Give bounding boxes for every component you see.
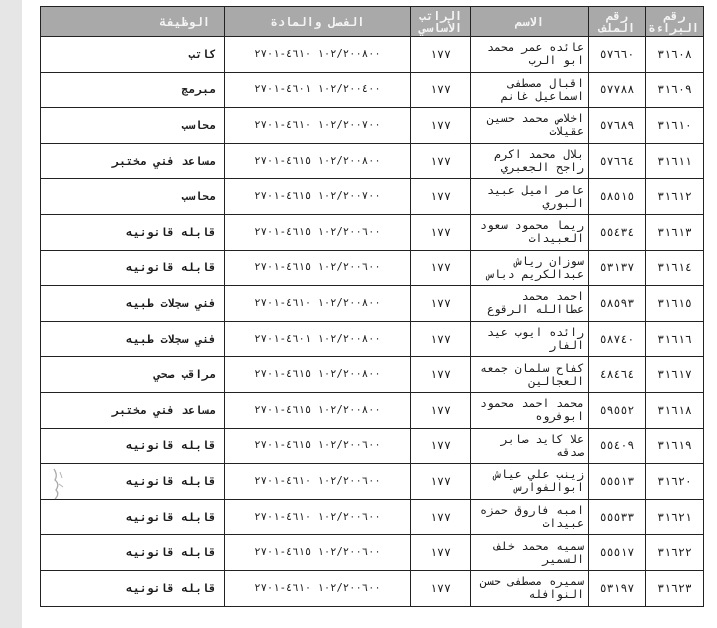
cell-grade: ١٧٧ xyxy=(411,392,471,428)
table-row xyxy=(41,143,704,179)
cell-file-no: ٥٨٥٩٣ xyxy=(589,286,646,322)
cell-stage-no: ٣١٦١٦ xyxy=(646,321,704,357)
table-row xyxy=(41,357,704,393)
cell-grade: ١٧٧ xyxy=(411,464,471,500)
cell-section: ١٠٢/٢٠٠٨٠٠ ٤٦١٠-٢٧٠١ xyxy=(225,37,411,73)
cell-job: قابله قانونيه xyxy=(41,570,225,606)
header-file-no: رقم الملف xyxy=(589,7,646,37)
cell-file-no: ٥٩٥٥٢ xyxy=(589,392,646,428)
cell-file-no: ٥٥٥١٣ xyxy=(589,464,646,500)
cell-stage-no: ٣١٦١٨ xyxy=(646,392,704,428)
header-job: الوظيفة xyxy=(41,7,225,37)
cell-grade: ١٧٧ xyxy=(411,286,471,322)
table-body xyxy=(41,37,704,607)
cell-section: ١٠٢/٢٠٠٨٠٠ ٤٦١٥-٢٧٠١ xyxy=(225,392,411,428)
cell-stage-no: ٣١٦٢١ xyxy=(646,499,704,535)
cell-file-no: ٤٨٤٦٤ xyxy=(589,357,646,393)
cell-section: ١٠٢/٢٠٠٨٠٠ ٤٦٠١-٢٧٠١ xyxy=(225,321,411,357)
stamp-mark-icon xyxy=(51,466,65,502)
cell-job: قابله قانونيه xyxy=(41,428,225,464)
cell-name: سميره مصطفى حسن النوافله xyxy=(471,570,589,606)
cell-section: ١٠٢/٢٠٠٨٠٠ ٤٦١٠-٢٧٠١ xyxy=(225,286,411,322)
left-margin-strip xyxy=(0,0,22,628)
table-row xyxy=(41,321,704,357)
employees-table xyxy=(40,6,704,607)
cell-job: مراقب صحي xyxy=(41,357,225,393)
cell-job: قابله قانونيه xyxy=(41,499,225,535)
table-row xyxy=(41,214,704,250)
cell-file-no: ٥٧٧٨٨ xyxy=(589,72,646,108)
cell-section: ١٠٢/٢٠٠٨٠٠ ٤٦١٥-٢٧٠١ xyxy=(225,357,411,393)
cell-section: ١٠٢/٢٠٠٨٠٠ ٤٦١٥-٢٧٠١ xyxy=(225,143,411,179)
cell-grade: ١٧٧ xyxy=(411,37,471,73)
cell-stage-no: ٣١٦١٥ xyxy=(646,286,704,322)
cell-stage-no: ٣١٦١٢ xyxy=(646,179,704,215)
cell-section: ١٠٢/٢٠٠٤٠٠ ٤٦٠١-٢٧٠١ xyxy=(225,72,411,108)
table-row xyxy=(41,72,704,108)
cell-grade: ١٧٧ xyxy=(411,499,471,535)
cell-file-no: ٥٨٧٤٠ xyxy=(589,321,646,357)
cell-job: فني سجلات طبيه xyxy=(41,286,225,322)
cell-grade: ١٧٧ xyxy=(411,535,471,571)
cell-name: سميه محمد خلف السمير xyxy=(471,535,589,571)
table-row xyxy=(41,428,704,464)
table-row xyxy=(41,179,704,215)
cell-name: اخلاص محمد حسين عقيلات xyxy=(471,108,589,144)
cell-grade: ١٧٧ xyxy=(411,570,471,606)
cell-job: مساعد فني مختبر xyxy=(41,143,225,179)
cell-file-no: ٥٥٤٠٩ xyxy=(589,428,646,464)
cell-job: قابله قانونيه xyxy=(41,250,225,286)
cell-file-no: ٥٧٦٨٩ xyxy=(589,108,646,144)
header-name: الاسم xyxy=(471,7,589,37)
table-row xyxy=(41,392,704,428)
cell-file-no: ٥٣١٣٧ xyxy=(589,250,646,286)
cell-grade: ١٧٧ xyxy=(411,108,471,144)
table-row xyxy=(41,108,704,144)
cell-name: سوزان رياش عبدالكريم دباس xyxy=(471,250,589,286)
cell-name: ريما محمود سعود العبيدات xyxy=(471,214,589,250)
cell-stage-no: ٣١٦١٠ xyxy=(646,108,704,144)
cell-grade: ١٧٧ xyxy=(411,357,471,393)
cell-name: كفاح سلمان جمعه العجالين xyxy=(471,357,589,393)
cell-grade: ١٧٧ xyxy=(411,321,471,357)
cell-section: ١٠٢/٢٠٠٦٠٠ ٤٦١٠-٢٧٠١ xyxy=(225,499,411,535)
cell-job: محاسب xyxy=(41,179,225,215)
cell-grade: ١٧٧ xyxy=(411,214,471,250)
cell-file-no: ٥٥٥٣٣ xyxy=(589,499,646,535)
cell-name: اقبال مصطفى اسماعيل غانم xyxy=(471,72,589,108)
cell-section: ١٠٢/٢٠٠٦٠٠ ٤٦١٥-٢٧٠١ xyxy=(225,214,411,250)
cell-section: ١٠٢/٢٠٠٦٠٠ ٤٦١٥-٢٧٠١ xyxy=(225,535,411,571)
cell-stage-no: ٣١٦١٩ xyxy=(646,428,704,464)
cell-section: ١٠٢/٢٠٠٧٠٠ ٤٦١٥-٢٧٠١ xyxy=(225,179,411,215)
cell-name: امبه فاروق حمزه عبيدات xyxy=(471,499,589,535)
table-row xyxy=(41,570,704,606)
cell-name: بلال محمد اكرم راجح الجعبري xyxy=(471,143,589,179)
cell-name: علا كايد صابر صدقه xyxy=(471,428,589,464)
table-row xyxy=(41,535,704,571)
cell-grade: ١٧٧ xyxy=(411,179,471,215)
cell-file-no: ٥٥٥١٧ xyxy=(589,535,646,571)
cell-stage-no: ٣١٦١٣ xyxy=(646,214,704,250)
cell-section: ١٠٢/٢٠٠٦٠٠ ٤٦١٠-٢٧٠١ xyxy=(225,570,411,606)
cell-job: مساعد فني مختبر xyxy=(41,392,225,428)
cell-stage-no: ٣١٦٠٩ xyxy=(646,72,704,108)
cell-name: عائده عمر محمد ابو الرب xyxy=(471,37,589,73)
cell-job: فني سجلات طبيه xyxy=(41,321,225,357)
cell-name: زينب علي عياش ابوالفوارس xyxy=(471,464,589,500)
cell-name: عامر اميل عبيد البوري xyxy=(471,179,589,215)
cell-section: ١٠٢/٢٠٠٦٠٠ ٤٦١٥-٢٧٠١ xyxy=(225,428,411,464)
cell-stage-no: ٣١٦٠٨ xyxy=(646,37,704,73)
cell-job: قابله قانونيه xyxy=(41,535,225,571)
table-row xyxy=(41,250,704,286)
cell-grade: ١٧٧ xyxy=(411,250,471,286)
header-stage-no: رقم البراءة xyxy=(646,7,704,37)
cell-section: ١٠٢/٢٠٠٦٠٠ ٤٦١٥-٢٧٠١ xyxy=(225,250,411,286)
cell-job: قابله قانونيه xyxy=(41,464,225,500)
cell-stage-no: ٣١٦٢٢ xyxy=(646,535,704,571)
cell-stage-no: ٣١٦١١ xyxy=(646,143,704,179)
cell-stage-no: ٣١٦٢٣ xyxy=(646,570,704,606)
cell-section: ١٠٢/٢٠٠٧٠٠ ٤٦١٠-٢٧٠١ xyxy=(225,108,411,144)
table-header-row xyxy=(41,7,704,37)
cell-file-no: ٥٧٦٦٠ xyxy=(589,37,646,73)
cell-stage-no: ٣١٦١٤ xyxy=(646,250,704,286)
cell-name: رائده ايوب عيد الفار xyxy=(471,321,589,357)
cell-grade: ١٧٧ xyxy=(411,143,471,179)
cell-job: قابله قانونيه xyxy=(41,214,225,250)
cell-name: محمد احمد محمود ابوفروه xyxy=(471,392,589,428)
cell-job: كاتب xyxy=(41,37,225,73)
header-section: الفصل والمادة xyxy=(225,7,411,37)
table-row xyxy=(41,37,704,73)
cell-job: مبرمج xyxy=(41,72,225,108)
cell-name: احمد محمد عطاالله الرقوع xyxy=(471,286,589,322)
cell-file-no: ٥٥٤٣٤ xyxy=(589,214,646,250)
header-grade: الراتب الأساسي xyxy=(411,7,471,37)
table-row xyxy=(41,499,704,535)
cell-file-no: ٥٧٦٦٤ xyxy=(589,143,646,179)
cell-grade: ١٧٧ xyxy=(411,72,471,108)
table-row xyxy=(41,286,704,322)
table-row xyxy=(41,464,704,500)
cell-job: محاسب xyxy=(41,108,225,144)
cell-file-no: ٥٣١٩٧ xyxy=(589,570,646,606)
cell-grade: ١٧٧ xyxy=(411,428,471,464)
cell-stage-no: ٣١٦٢٠ xyxy=(646,464,704,500)
cell-stage-no: ٣١٦١٧ xyxy=(646,357,704,393)
cell-file-no: ٥٨٥١٥ xyxy=(589,179,646,215)
cell-section: ١٠٢/٢٠٠٦٠٠ ٤٦١٠-٢٧٠١ xyxy=(225,464,411,500)
